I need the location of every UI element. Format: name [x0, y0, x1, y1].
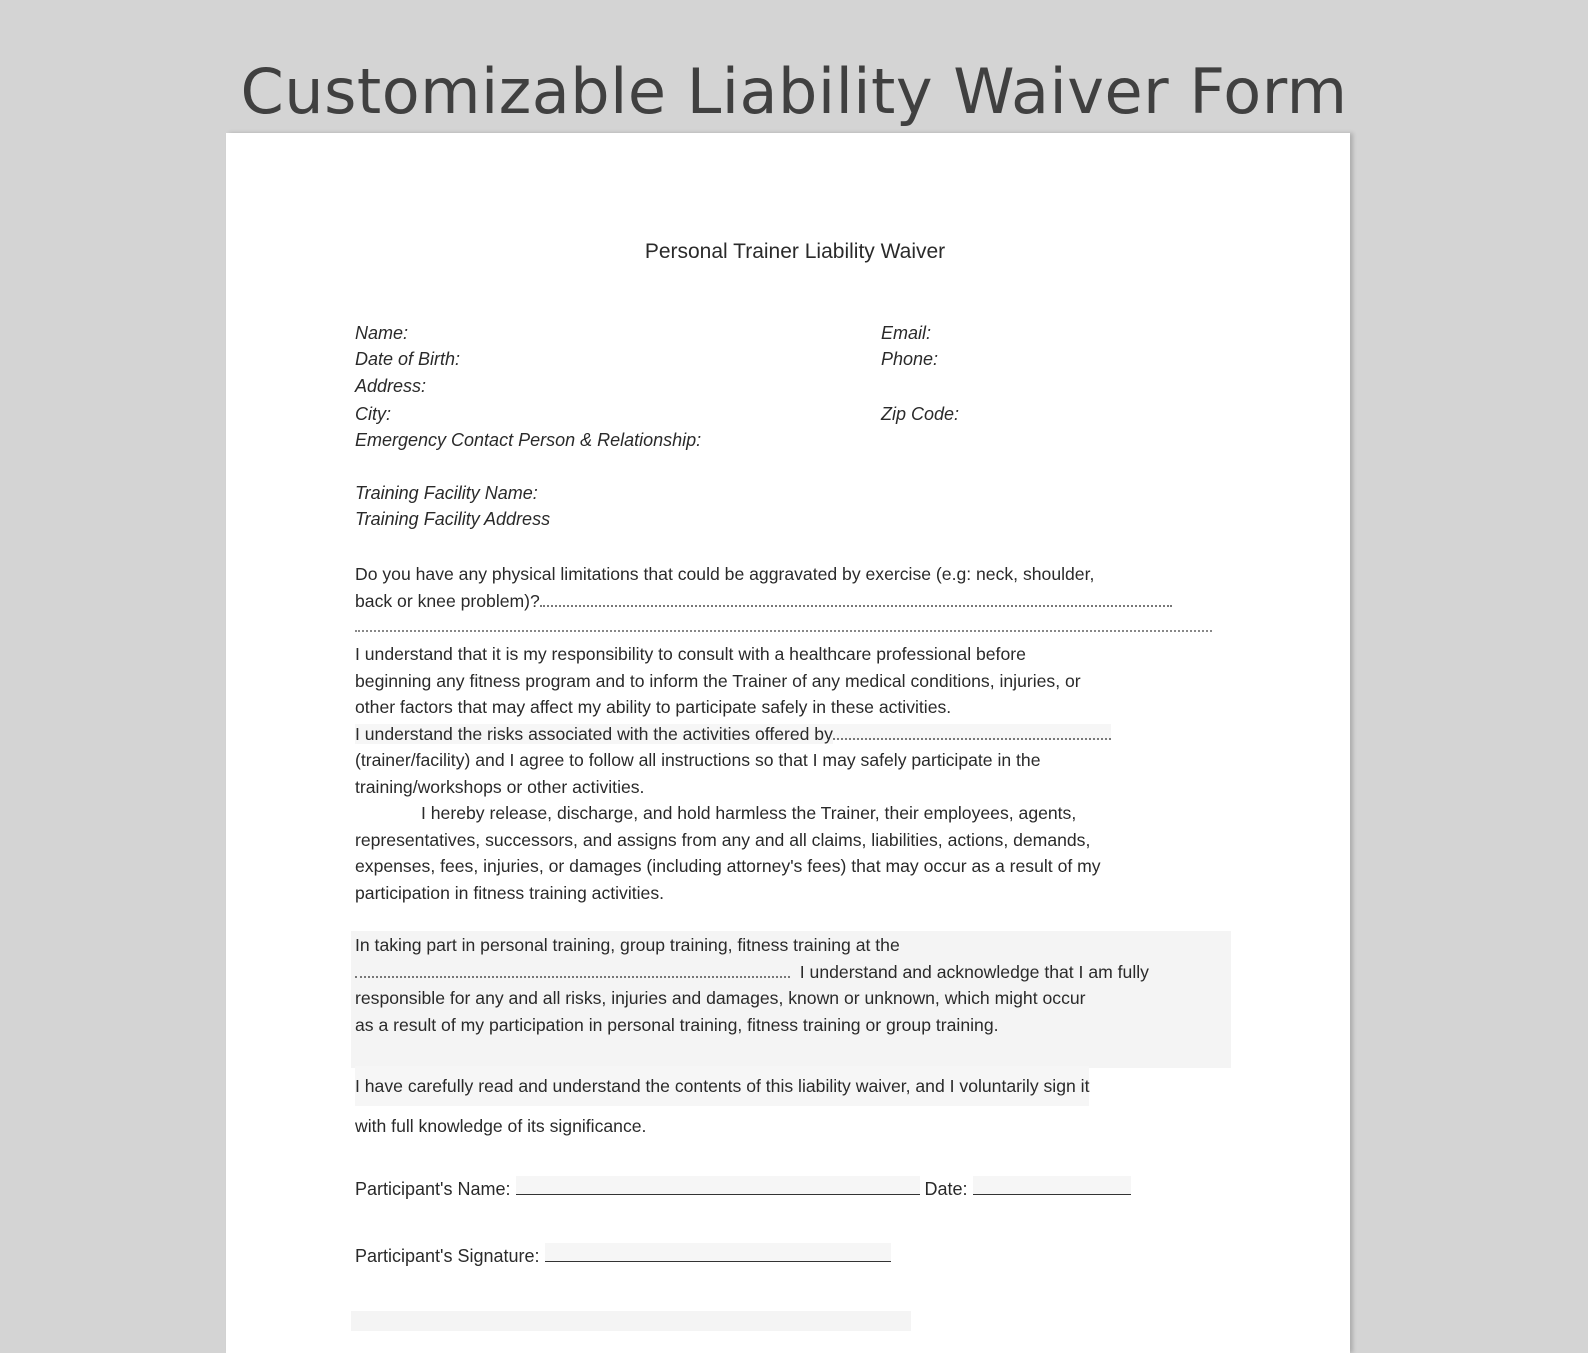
limitations-answer-line[interactable] [540, 591, 1172, 607]
participant-signature-row [355, 1243, 891, 1267]
paragraph1-line-1: I understand that it is my responsibility to consult with a healthcare professional before [355, 644, 1026, 664]
limitations-line-2: back or knee problem)? [355, 590, 540, 611]
facility-blank[interactable] [355, 962, 790, 978]
date-field[interactable] [973, 1176, 1131, 1195]
participant-signature-field[interactable] [545, 1243, 891, 1262]
limitations-line-1: Do you have any physical limitations that could be aggravated by exercise (e.g: neck, shoulder, [355, 564, 1095, 584]
cut-off-row [351, 1311, 911, 1331]
city-label: City: [355, 404, 391, 424]
paragraph3-line-2: representatives, successors, and assigns from any and all claims, liabilities, actions, demands, [355, 829, 1091, 850]
acknowledgement-paragraph [355, 932, 1227, 1038]
paragraph4-line-4: as a result of my participation in personal training, fitness training or group training. [355, 1014, 999, 1035]
paragraph3-line-4: participation in fitness training activities. [355, 882, 665, 903]
paragraph1-line-3: other factors that may affect my ability to participate safely in these activities. [355, 697, 952, 717]
dob-label: Date of Birth: [355, 349, 461, 369]
paragraph4-line-3: responsible for any and all risks, injuries and damages, known or unknown, which might occur [355, 988, 1086, 1008]
participant-name-field[interactable] [516, 1176, 920, 1195]
paragraph5-line-1: I have carefully read and understand the contents of this liability waiver, and I voluntarily sign it [355, 1066, 1089, 1106]
paragraph5-line-2: with full knowledge of its significance. [355, 1116, 647, 1136]
paragraph4-line-1: In taking part in personal training, group training, fitness training at the [355, 935, 900, 955]
address-label: Address: [355, 376, 427, 396]
document-page [226, 133, 1350, 1353]
limitations-answer-line-2[interactable] [355, 630, 1212, 632]
paragraph4-line-2: I understand and acknowledge that I am fully [799, 961, 1149, 982]
zip-code-label: Zip Code: [881, 404, 960, 424]
limitations-question [355, 561, 1227, 614]
participant-name-label: Participant's Name: [355, 1179, 511, 1199]
phone-label: Phone: [881, 349, 939, 369]
document-title: Personal Trainer Liability Waiver [644, 240, 946, 263]
paragraph3-line-1: I hereby release, discharge, and hold harmless the Trainer, their employees, agents, [421, 803, 1077, 823]
paragraph2-line-2: (trainer/facility) and I agree to follow all instructions so that I may safely participate in the [355, 750, 1041, 770]
agreement-paragraph [355, 1066, 1227, 1146]
banner-title: Customizable Liability Waiver Form [240, 55, 1348, 128]
trainer-facility-blank[interactable] [833, 724, 1111, 740]
emergency-contact-label: Emergency Contact Person & Relationship: [355, 430, 702, 450]
paragraph2-line-1: I understand the risks associated with the activities offered by [355, 723, 833, 744]
date-label: Date: [924, 1179, 968, 1199]
email-label: Email: [881, 323, 932, 343]
paragraph2-line-3: training/workshops or other activities. [355, 776, 645, 797]
paragraph3-line-3: expenses, fees, injuries, or damages (including attorney's fees) that may occur as a result of my [355, 856, 1101, 876]
participant-signature-label: Participant's Signature: [355, 1246, 540, 1266]
facility-name-label: Training Facility Name: [355, 483, 538, 503]
participant-name-row [355, 1176, 1131, 1200]
name-label: Name: [355, 323, 409, 343]
facility-address-label: Training Facility Address [355, 509, 551, 529]
paragraph1-line-2: beginning any fitness program and to inform the Trainer of any medical conditions, injuries, or [355, 670, 1081, 691]
responsibility-paragraph [355, 641, 1227, 906]
